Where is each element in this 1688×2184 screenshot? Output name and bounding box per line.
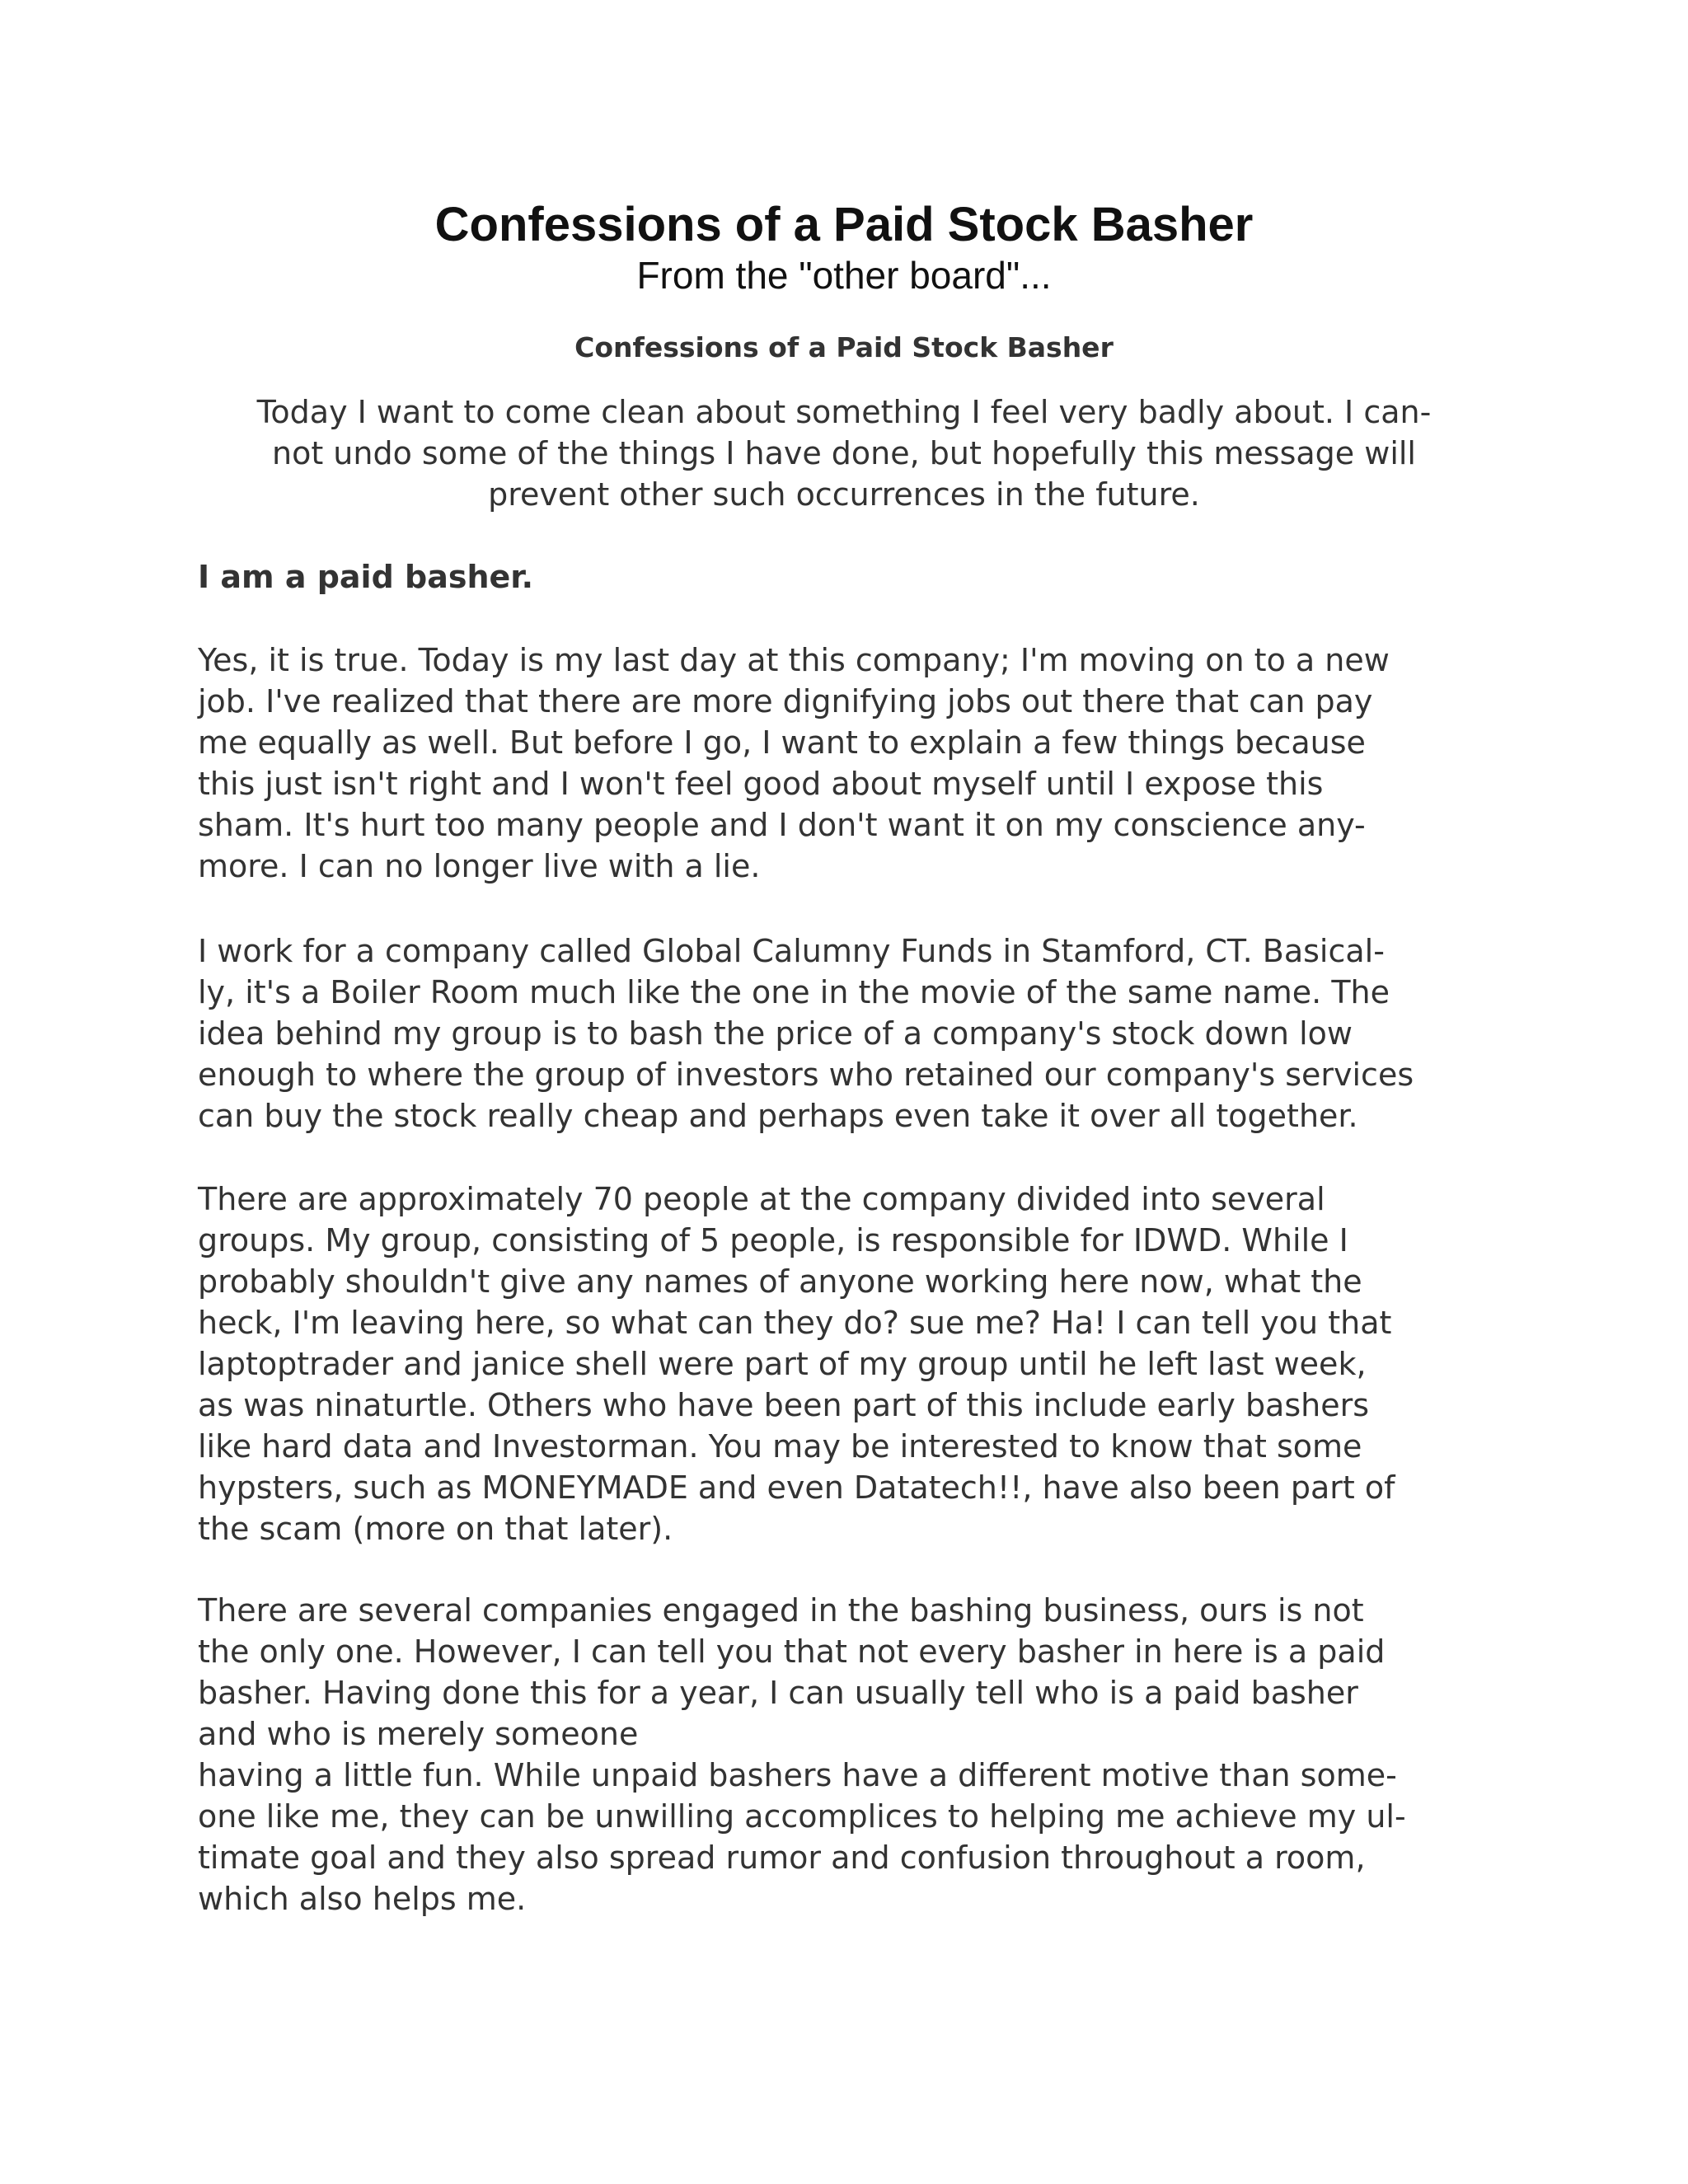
intro-paragraph (181, 391, 1507, 515)
paragraph-line: more. I can no longer live with a lie. (198, 848, 761, 884)
document-subtitle: From the "other board"... (636, 254, 1052, 297)
paragraph-line: like hard data and Investorman. You may be interested to know that some (198, 1428, 1362, 1465)
paragraph-1 (198, 640, 1533, 887)
paragraph-2 (198, 930, 1533, 1137)
paragraph-line: timate goal and they also spread rumor and confusion throughout a room, (198, 1840, 1366, 1876)
paragraph-line: sham. It's hurt too many people and I don't want it on my conscience any- (198, 807, 1366, 843)
intro-line: prevent other such occurrences in the future. (488, 476, 1200, 513)
statement-heading: I am a paid basher. (198, 559, 534, 595)
intro-line: not undo some of the things I have done, but hopefully this message will (271, 435, 1416, 471)
paragraph-line: which also helps me. (198, 1881, 527, 1917)
paragraph-line: having a little fun. While unpaid bashers have a different motive than some- (198, 1757, 1397, 1793)
paragraph-line: enough to where the group of investors who retained our company's services (198, 1057, 1414, 1093)
paragraph-line: There are several companies engaged in the bashing business, ours is not (198, 1592, 1364, 1629)
paragraph-4 (198, 1590, 1533, 1919)
paragraph-3 (198, 1179, 1533, 1549)
paragraph-line: one like me, they can be unwilling accomplices to helping me achieve my ul- (198, 1798, 1406, 1835)
paragraph-line: There are approximately 70 people at the company divided into several (198, 1181, 1325, 1217)
paragraph-line: the scam (more on that later). (198, 1511, 673, 1547)
paragraph-line: and who is merely someone (198, 1716, 639, 1752)
intro-line: Today I want to come clean about something I feel very badly about. I can- (256, 394, 1432, 430)
article-heading: Confessions of a Paid Stock Basher (574, 331, 1114, 363)
paragraph-line: groups. My group, consisting of 5 people, is responsible for IDWD. While I (198, 1222, 1348, 1258)
paragraph-line: job. I've realized that there are more dignifying jobs out there that can pay (198, 683, 1373, 719)
paragraph-line: the only one. However, I can tell you that not every basher in here is a paid (198, 1633, 1386, 1670)
paragraph-line: me equally as well. But before I go, I want to explain a few things because (198, 724, 1366, 761)
paragraph-line: hypsters, such as MONEYMADE and even Datatech!!, have also been part of (198, 1469, 1395, 1506)
paragraph-line: can buy the stock really cheap and perhaps even take it over all together. (198, 1098, 1358, 1134)
paragraph-line: ly, it's a Boiler Room much like the one in the movie of the same name. The (198, 974, 1390, 1010)
paragraph-line: this just isn't right and I won't feel good about myself until I expose this (198, 766, 1324, 802)
paragraph-line: idea behind my group is to bash the price of a company's stock down low (198, 1015, 1353, 1052)
document-title: Confessions of a Paid Stock Basher (434, 198, 1254, 251)
paragraph-line: probably shouldn't give any names of anyone working here now, what the (198, 1263, 1362, 1300)
paragraph-line: as was ninaturtle. Others who have been part of this include early bashers (198, 1387, 1370, 1423)
paragraph-line: heck, I'm leaving here, so what can they do? sue me? Ha! I can tell you that (198, 1305, 1392, 1341)
paragraph-line: laptoptrader and janice shell were part of my group until he left last week, (198, 1346, 1367, 1382)
paragraph-line: Yes, it is true. Today is my last day at this company; I'm moving on to a new (198, 642, 1390, 678)
paragraph-line: I work for a company called Global Calumny Funds in Stamford, CT. Basical- (198, 933, 1385, 969)
paragraph-line: basher. Having done this for a year, I can usually tell who is a paid basher (198, 1675, 1358, 1711)
